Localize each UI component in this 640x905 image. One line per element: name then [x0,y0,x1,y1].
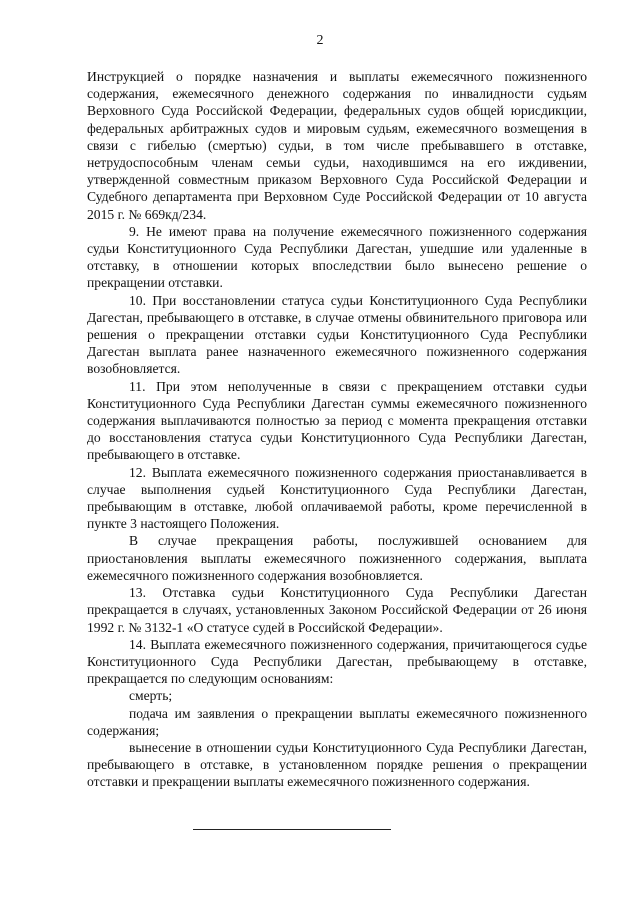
paragraph-item-12: 12. Выплата ежемесячного пожизненного содержания приостанавливается в случае выполнения судьей Конституционного Суда Республики Дагестан, пребывающим в отставке, любой оплачиваемой работы, кроме перечисленной в пункте 3 настоящего Положения. [87,464,587,532]
paragraph-ground-application: подача им заявления о прекращении выплаты ежемесячного пожизненного содержания; [87,705,587,738]
paragraph-resumption: В случае прекращения работы, послужившей основанием для приостановления выплаты ежемесячного пожизненного содержания, выплата ежемесячного пожизненного содержания возобновляется. [87,533,587,583]
paragraph-item-14: 14. Выплата ежемесячного пожизненного содержания, причитающегося судье Конституционного Суда Республики Дагестан, пребывающему в отставке, прекращается по следующим основаниям: [87,636,587,687]
paragraph-item-10: 10. При восстановлении статуса судьи Конституционного Суда Республики Дагестан, пребывающего в отставке, в случае отмены обвинительного приговора или решения о прекращении отставки судьи Конституционного Суда Республики Дагестан выплата ранее назначенного ежемесячного пожизненного содержания возобновляется. [87,292,587,377]
paragraph-instruction-continuation: Инструкцией о порядке назначения и выплаты ежемесячного пожизненного содержания, ежемесячного денежного содержания по инвалидности судьям Верховного Суда Российской Федерации, федеральных судов общей юрисдикции, федеральных арбитражных судов и мировым судьям, ежемесячного возмещения в связи с гибелью (смертью) судьи, в том числе пребывавшего в отставке, нетрудоспособным членам семьи судьи, находившимся на его иждивении, утвержденной совместным приказом Верховного Суда Российской Федерации и Судебного департамента при Верховном Суде Российской Федерации от 10 августа 2015 г. № 669кд/234. [87,69,587,222]
paragraph-ground-death: смерть; [129,688,173,704]
paragraph-ground-termination: вынесение в отношении судьи Конституционного Суда Республики Дагестан, пребывающего в отставке, в установленном порядке решения о прекращении отставки и прекращении выплаты ежемесячного пожизненного содержания. [87,739,587,790]
paragraph-item-9: 9. Не имеют права на получение ежемесячного пожизненного содержания судьи Конституционного Суда Республики Дагестан, ушедшие или удаленные в отставку, в отношении которых впоследствии было вынесено решение о прекращении отставки. [87,223,587,291]
paragraph-item-13: 13. Отставка судьи Конституционного Суда Республики Дагестан прекращается в случаях, установленных Законом Российской Федерации от 26 июня 1992 г. № 3132-1 «О статусе судей в Российской Федерации». [87,585,587,635]
document-body [87,68,587,791]
paragraph-item-11: 11. При этом неполученные в связи с прекращением отставки судьи Конституционного Суда Республики Дагестан суммы ежемесячного пожизненного содержания выплачиваются полностью за период с момента прекращения отставки до восстановления статуса судьи Конституционного Суда Республики Дагестан, пребывающего в отставке. [87,378,587,463]
page-number: 2 [316,33,324,48]
closing-rule [193,829,391,830]
